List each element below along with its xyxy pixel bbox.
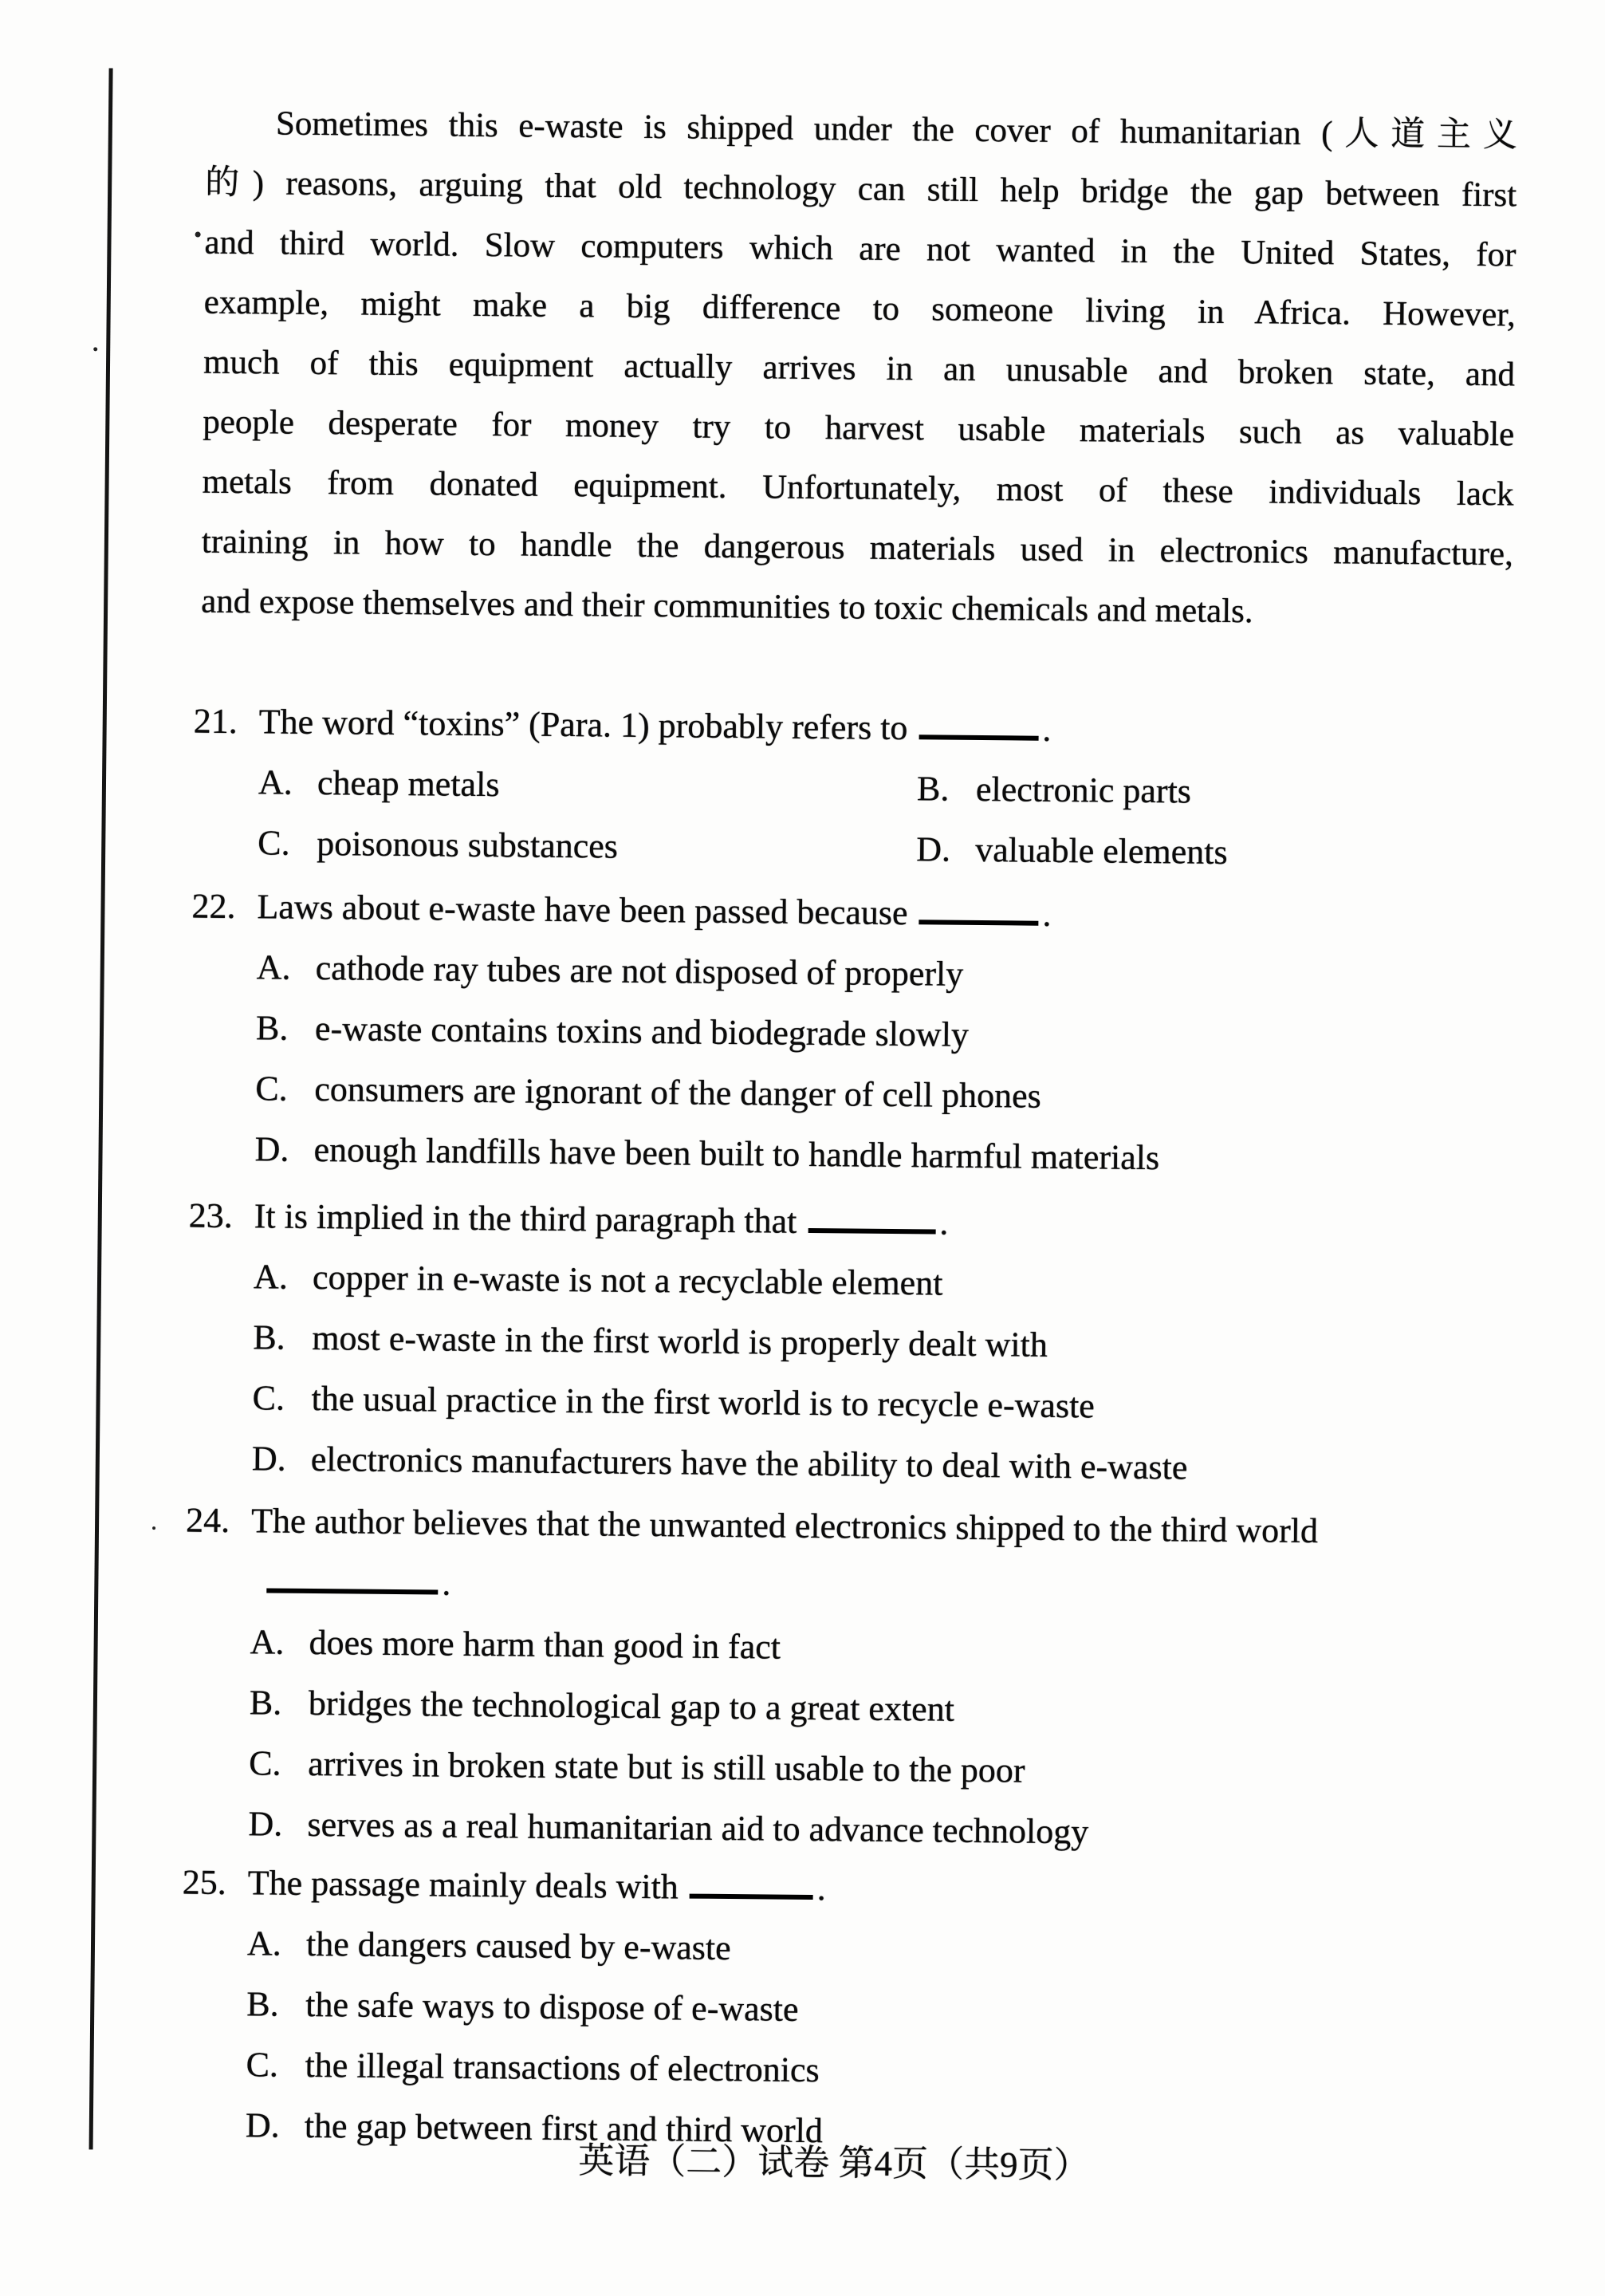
option-text: electronics manufacturers have the ability to deal with e-waste <box>310 1439 1188 1487</box>
option-text: arrives in broken state but is still usable to the poor <box>307 1743 1025 1790</box>
stem-period: . <box>816 1869 827 1908</box>
option-letter: D. <box>248 1804 283 1844</box>
option-text: cheap metals <box>317 763 500 805</box>
option-b <box>917 758 1541 825</box>
option-text: serves as a real humanitarian aid to advance technology <box>307 1804 1089 1852</box>
option-letter: A. <box>258 762 293 802</box>
option-text: the gap between first and third world <box>304 2105 824 2151</box>
question-number: 22. <box>191 886 236 927</box>
left-margin-rule <box>89 68 113 2149</box>
option-text: consumers are ignorant of the danger of cell phones <box>314 1069 1041 1116</box>
scan-speck <box>152 1526 155 1530</box>
question-22 <box>189 876 1540 1192</box>
options-list <box>252 1246 1536 1501</box>
page-footer: 英语（二）试卷 第4页（共9页） <box>578 2140 1090 2186</box>
option-text: does more harm than good in fact <box>309 1622 781 1667</box>
option-letter: C. <box>258 823 290 863</box>
question-stem-text: The passage mainly deals with <box>247 1863 679 1907</box>
option-letter: B. <box>253 1317 285 1357</box>
options-two-column <box>258 752 1540 885</box>
answer-blank <box>808 1195 935 1235</box>
option-letter: A. <box>253 1257 289 1297</box>
option-d <box>916 819 1540 886</box>
passage-line: training in how to handle the dangerous materials used in electronics manufacture, <box>201 522 1514 573</box>
passage-line: Sometimes this e-waste is shipped under the cover of humanitarian (人道主义 <box>275 104 1518 155</box>
option-text: bridges the technological gap to a great extent <box>308 1683 955 1729</box>
passage-line: and expose themselves and their communities to toxic chemicals and metals. <box>200 582 1253 631</box>
option-text: valuable elements <box>975 829 1228 872</box>
option-text: e-waste contains toxins and biodegrade slowly <box>314 1009 970 1054</box>
question-21 <box>192 691 1541 886</box>
stem-period: . <box>1042 894 1052 934</box>
stem-period: . <box>939 1203 949 1243</box>
question-number: 25. <box>182 1862 227 1902</box>
option-d <box>254 1119 1537 1191</box>
option-letter: B. <box>249 1683 282 1723</box>
question-stem-text: It is implied in the third paragraph that <box>254 1196 797 1241</box>
option-letter: C. <box>252 1378 285 1418</box>
question-23 <box>187 1185 1537 1501</box>
option-d <box>252 1428 1535 1501</box>
question-stem-text: The word “toxins” (Para. 1) probably refers to <box>258 702 908 748</box>
question-24 <box>183 1490 1533 1866</box>
option-letter: C. <box>255 1069 288 1109</box>
option-c <box>258 813 917 880</box>
passage-line: much of this equipment actually arrives in an unusable and broken state, and <box>203 343 1516 394</box>
reading-passage <box>201 93 1517 644</box>
question-stem-text: The author believes that the unwanted electronics shipped to the third world <box>250 1501 1319 1551</box>
answer-blank <box>919 701 1038 740</box>
question-number: 23. <box>188 1195 234 1236</box>
option-letter: C. <box>248 1743 281 1783</box>
option-a <box>258 752 918 819</box>
option-text: the safe ways to dispose of e-waste <box>305 1984 799 2029</box>
option-letter: B. <box>916 769 950 809</box>
option-letter: B. <box>246 1984 279 2024</box>
options-list <box>254 937 1539 1191</box>
question-25 <box>179 1852 1530 2168</box>
passage-line: example, might make a big difference to someone living in Africa. However, <box>203 283 1516 334</box>
answer-blank <box>690 1861 813 1900</box>
passage-line: and third world. Slow computers which are not wanted in the United States, for <box>204 223 1516 274</box>
options-list <box>248 1612 1532 1866</box>
option-letter: B. <box>255 1008 289 1048</box>
option-text: most e-waste in the first world is properly dealt with <box>312 1317 1048 1365</box>
option-letter: D. <box>245 2105 280 2145</box>
option-letter: D. <box>251 1439 286 1479</box>
passage-line: 的) reasons, arguing that old technology can still help bridge the gap between first <box>205 163 1517 215</box>
option-letter: D. <box>254 1129 289 1169</box>
passage-line: people desperate for money try to harvest usable materials such as valuable <box>203 403 1515 454</box>
option-letter: D. <box>916 829 951 869</box>
option-letter: C. <box>246 2045 279 2085</box>
option-text: the dangers caused by e-waste <box>305 1924 731 1968</box>
option-text: copper in e-waste is not a recyclable element <box>312 1257 943 1303</box>
answer-blank <box>266 1554 438 1594</box>
stem-period: . <box>1042 709 1052 749</box>
question-number: 24. <box>185 1500 230 1541</box>
stem-period: . <box>442 1563 451 1603</box>
option-text: cathode ray tubes are not disposed of properly <box>315 948 964 994</box>
option-text: enough landfills have been built to handle harmful materials <box>313 1129 1160 1178</box>
option-letter: A. <box>246 1924 282 1963</box>
option-letter: A. <box>256 947 291 987</box>
option-text: poisonous substances <box>317 824 619 866</box>
question-stem-text: Laws about e-waste have been passed because <box>257 887 908 933</box>
option-text: the illegal transactions of electronics <box>305 2045 820 2090</box>
scan-speck <box>93 347 97 351</box>
answer-blank <box>919 886 1038 925</box>
option-text: the usual practice in the first world is to recycle e-waste <box>311 1378 1096 1426</box>
option-text: electronic parts <box>975 769 1192 811</box>
question-number: 21. <box>193 701 238 742</box>
option-letter: A. <box>250 1622 285 1662</box>
passage-line: metals from donated equipment. Unfortunately, most of these individuals lack <box>202 463 1514 514</box>
scan-speck <box>195 232 201 238</box>
